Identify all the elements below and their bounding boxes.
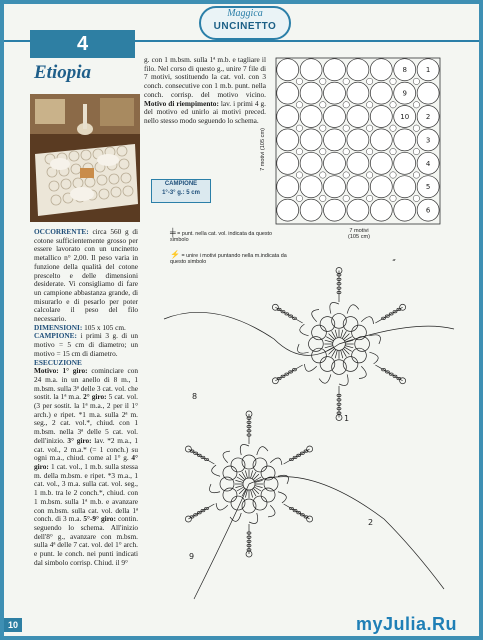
- legend-text-1: = punt. nella cat. vol. indicata da questo simbolo: [170, 231, 273, 244]
- project-title: Etiopia: [34, 62, 92, 83]
- grid-side-label: [260, 128, 274, 171]
- giro59-label: 5°-9° giro:: [83, 514, 116, 524]
- grid-motif-circle: [347, 106, 369, 128]
- grid-motif-circle: [300, 176, 322, 198]
- grid-motif-circle: [417, 82, 439, 104]
- grid-motif-number: 3: [425, 136, 431, 145]
- grid-motif-number: 9: [402, 89, 407, 98]
- stitch-round-1: [251, 490, 253, 498]
- grid-motif-circle: [300, 82, 322, 104]
- grid-filler-circle: [366, 172, 372, 178]
- grid-bottom-motivi: 7 motivi: [349, 228, 369, 234]
- motivo-text: cominciare con 24 m.a. in un anello di 8 m., 1 m.bsm. sulla 3ª delle 3 cat. vol. che sostit. la 1ª m.a.: [34, 366, 138, 402]
- grid-motif-circle: [277, 176, 299, 198]
- chain-arch: [304, 364, 316, 371]
- giro59-text: contin. seguendo lo schema. All'inizio dell'8° g., avanzare con m.bsm. sulla 4ª delle 7 cat. vol. del 1° arch. e punt. le conch. nei punti indicati dal simbolo corrisp. Chiud. il 9°: [34, 514, 139, 567]
- chain-arch: [216, 503, 228, 510]
- stitch-round-1: [341, 330, 343, 338]
- grid-motif-circle: [370, 199, 392, 221]
- watermark-main: myJulia: [356, 614, 427, 634]
- grid-motif-number: 4: [425, 159, 431, 168]
- grid-filler-circle: [390, 172, 396, 178]
- grid-filler-circle: [296, 102, 302, 108]
- chain-arch: [257, 447, 268, 455]
- chain-arch: [223, 451, 230, 463]
- giro4-text: 1 cat. vol., 1 m.b. sulla stessa m. della m.bsm. e ripet. *3 m.a., 1 cat. vol., 3 m.a. sulla cat. vol. seg., 1 m.b. tra le 2 conch.*, chiud. con 1 m.bsm. sulla 1ª m.b. e avanzare con m.bsm. sulla cat. vol. della 1ª conch. di 3 m.a.: [34, 461, 138, 524]
- riempimento-text: lav. i primi 4 g. del motivo ed unirlo ai motivi preced. nello stesso modo seguendo lo schema.: [144, 98, 267, 125]
- grid-filler-circle: [343, 125, 349, 131]
- grid-motif-number: 2: [425, 113, 431, 121]
- chain-arch: [361, 317, 373, 324]
- chain-arch: [212, 465, 220, 476]
- grid-motif-number: 8: [402, 66, 407, 75]
- legend-text-2: = unire i motivi puntando nella m.indicata da questo simbolo: [170, 253, 287, 266]
- stitch-round-1: [341, 350, 343, 358]
- grid-motif-circle: [370, 129, 392, 151]
- grid-motif-circle: [347, 129, 369, 151]
- magazine-page: [4, 4, 479, 636]
- chain-arch: [230, 513, 241, 521]
- grid-motif-circle: [324, 176, 346, 198]
- grid-filler-circle: [390, 78, 396, 84]
- grid-filler-circle: [366, 102, 372, 108]
- motif-grid-diagram: [274, 56, 444, 236]
- chain-arch: [369, 335, 380, 344]
- chain-arch: [268, 505, 275, 517]
- chain-arch: [339, 374, 348, 385]
- campione-box-title: CAMPIONE: [164, 181, 198, 187]
- grid-filler-circle: [320, 125, 326, 131]
- grid-motif-circle: [370, 152, 392, 174]
- grid-bottom-label: [324, 228, 394, 240]
- grid-filler-circle: [413, 148, 419, 154]
- round-2-label: 2: [368, 518, 374, 527]
- assembly-grid: [260, 56, 444, 241]
- grid-motif-circle: [324, 82, 346, 104]
- giro2-label: 2° giro:: [83, 392, 107, 402]
- grid-motif-circle: [277, 106, 299, 128]
- grid-filler-circle: [343, 102, 349, 108]
- grid-filler-circle: [413, 102, 419, 108]
- grid-filler-circle: [390, 102, 396, 108]
- grid-motif-circle: [324, 106, 346, 128]
- stitch-round-1: [235, 480, 243, 482]
- grid-filler-circle: [320, 148, 326, 154]
- grid-motif-circle: [347, 59, 369, 81]
- product-photo: [30, 94, 140, 222]
- chain-arch: [312, 309, 319, 321]
- riempimento-label: Motivo di riempimento:: [144, 98, 219, 108]
- grid-bottom-cm: (105 cm): [347, 234, 371, 240]
- chain-arch: [359, 366, 366, 378]
- stitch-round-1: [245, 470, 247, 478]
- grid-filler-circle: [413, 78, 419, 84]
- chain-arch: [319, 374, 331, 383]
- grid-motif-circle: [370, 82, 392, 104]
- grid-filler-circle: [296, 195, 302, 201]
- watermark-domain: .Ru: [426, 614, 458, 634]
- grid-motif-circle: [370, 176, 392, 198]
- grid-filler-circle: [366, 195, 372, 201]
- giro4-label: 4° giro:: [34, 453, 138, 471]
- picot-end: [185, 446, 191, 452]
- grid-filler-circle: [413, 195, 419, 201]
- magazine-logo: [199, 6, 291, 40]
- campione-text: i primi 3 g. di un motivo = 5 cm di diametro; un motivo = 15 cm di diametro.: [34, 331, 138, 358]
- project-number: 4: [30, 30, 135, 58]
- grid-motif-circle: [300, 199, 322, 221]
- crochet-chart: [154, 259, 474, 614]
- legend-join-chain: [170, 230, 280, 243]
- grid-motif-circle: [277, 129, 299, 151]
- grid-motif-circle: [347, 199, 369, 221]
- grid-filler-circle: [296, 78, 302, 84]
- instructions-left-column: [34, 228, 138, 567]
- stitch-round-1: [335, 350, 337, 358]
- grid-motif-circle: [394, 129, 416, 151]
- grid-motif-circle: [347, 82, 369, 104]
- chain-arch: [300, 324, 309, 336]
- stitch-round-1: [325, 346, 333, 348]
- picot-end: [185, 516, 191, 522]
- tablecloth-photo-image: [30, 94, 140, 222]
- grid-filler-circle: [390, 125, 396, 131]
- round-9-label: 9: [189, 552, 195, 561]
- giro3-label: 3° giro:: [67, 435, 92, 445]
- esecuzione-heading: ESECUZIONE: [34, 357, 82, 367]
- legend-symbol-2: ⚡: [170, 250, 180, 259]
- grid-motif-circle: [300, 106, 322, 128]
- grid-filler-circle: [343, 195, 349, 201]
- grid-motif-circle: [277, 59, 299, 81]
- round-1-label: 1: [344, 414, 350, 423]
- stitch-diagram: [154, 259, 474, 609]
- grid-motif-circle: [277, 82, 299, 104]
- grid-filler-circle: [413, 172, 419, 178]
- grid-filler-circle: [320, 195, 326, 201]
- grid-filler-circle: [366, 78, 372, 84]
- grid-motif-circle: [394, 199, 416, 221]
- chain-arch: [347, 305, 359, 314]
- grid-filler-circle: [343, 148, 349, 154]
- legend-symbol-1: ╪: [170, 228, 176, 237]
- chain-arch: [249, 513, 258, 524]
- dimensioni-text: 105 x 105 cm.: [82, 322, 126, 332]
- giro3-text: lav. *2 m.a., 1 cat. vol., 2 m.a.* (= 1 conch.) su ogni m.a., chiud. come al 1° g.: [34, 435, 138, 463]
- connecting-chain: [249, 477, 444, 589]
- stitch-round-1: [235, 486, 243, 488]
- chain-arch: [330, 303, 339, 314]
- grid-filler-circle: [390, 148, 396, 154]
- stitch-round-1: [345, 346, 353, 348]
- grid-motif-circle: [277, 199, 299, 221]
- chain-arch: [369, 352, 378, 364]
- grid-filler-circle: [343, 172, 349, 178]
- stitch-round-1: [255, 486, 263, 488]
- logo-script: Maggica: [227, 8, 263, 19]
- grid-motif-number: 1: [425, 66, 431, 75]
- grid-motif-circle: [324, 199, 346, 221]
- chain-arch: [278, 492, 286, 503]
- instructions-mid-column: [144, 56, 266, 126]
- chain-arch: [298, 344, 309, 353]
- grid-motif-circle: [394, 176, 416, 198]
- grid-motif-circle: [277, 152, 299, 174]
- grid-motif-circle: [394, 152, 416, 174]
- grid-filler-circle: [320, 78, 326, 84]
- grid-side-motivi: 7 motivi: [260, 151, 266, 171]
- site-watermark: [356, 614, 457, 635]
- campione-box-value: 1°-3° g.: 5 cm: [162, 190, 200, 196]
- stitch-round-1: [335, 330, 337, 338]
- grid-motif-circle: [300, 59, 322, 81]
- stitch-round-1: [325, 340, 333, 342]
- grid-filler-circle: [296, 125, 302, 131]
- campione-label: CAMPIONE:: [34, 331, 77, 341]
- grid-filler-circle: [343, 78, 349, 84]
- grid-side-cm: (105 cm): [260, 128, 266, 151]
- grid-motif-number: 10: [400, 113, 410, 121]
- grid-filler-circle: [366, 148, 372, 154]
- motivo-label: Motivo: 1° giro:: [34, 366, 88, 376]
- mid-text-body: g. con 1 m.bsm. sulla 1ª m.b. e tagliare il filo. Nel corso di questo g., unire 7 file di 7 motivi, sostituendo la cat. vol. con 3 conch. consecutive con 1 m.b. punt. nella conch. corrisp. del motivo vicino.: [144, 55, 266, 99]
- grid-filler-circle: [296, 172, 302, 178]
- grid-filler-circle: [320, 172, 326, 178]
- round-8-label: 8: [192, 392, 198, 401]
- grid-motif-circle: [370, 59, 392, 81]
- grid-motif-circle: [300, 129, 322, 151]
- dimensioni-label: DIMENSIONI:: [34, 322, 83, 332]
- logo-name: UNCINETTO: [213, 21, 277, 32]
- page-number: 10: [4, 618, 22, 632]
- top-round-9-label: 9: [392, 259, 396, 263]
- grid-filler-circle: [390, 195, 396, 201]
- giro2-text: 5 cat. vol. (3 per sostit. la 1ª m.a., 2 per il 1° arch.) e ripet. *1 m.a. sulla 2ª m. seg., 2 cat. vol.*, chiud. con 1 m.bsm. nella 3ª delle 5 cat. vol. dell'inizio.: [34, 392, 138, 445]
- grid-motif-number: 5: [425, 183, 431, 192]
- grid-motif-circle: [300, 152, 322, 174]
- grid-filler-circle: [320, 102, 326, 108]
- connecting-chain: [194, 484, 249, 599]
- grid-motif-circle: [324, 152, 346, 174]
- chain-arch: [240, 445, 249, 456]
- stitch-round-1: [251, 470, 253, 478]
- grid-motif-circle: [347, 152, 369, 174]
- occorrente-label: OCCORRENTE:: [34, 227, 89, 236]
- grid-motif-circle: [324, 129, 346, 151]
- chain-arch: [270, 458, 282, 465]
- grid-motif-circle: [370, 106, 392, 128]
- grid-motif-number: 6: [425, 206, 431, 215]
- grid-filler-circle: [366, 125, 372, 131]
- grid-filler-circle: [296, 148, 302, 154]
- chain-arch: [210, 484, 221, 493]
- connecting-chain: [164, 312, 339, 355]
- grid-filler-circle: [413, 125, 419, 131]
- campione-box: [151, 179, 211, 203]
- grid-motif-circle: [347, 176, 369, 198]
- occorrente-text: circa 560 g di cotone sufficientemente grosso per essere lavorato con un uncinetto metallico n° 2,00. Il peso varia in funzione della qualità del cotone prescelto e delle dimensioni desiderate. Vi consigliamo di fare un campione abbastanza grande, di misurarlo e di pesarlo per poter calcolare il peso del filo necessario.: [34, 227, 138, 324]
- grid-motif-circle: [324, 59, 346, 81]
